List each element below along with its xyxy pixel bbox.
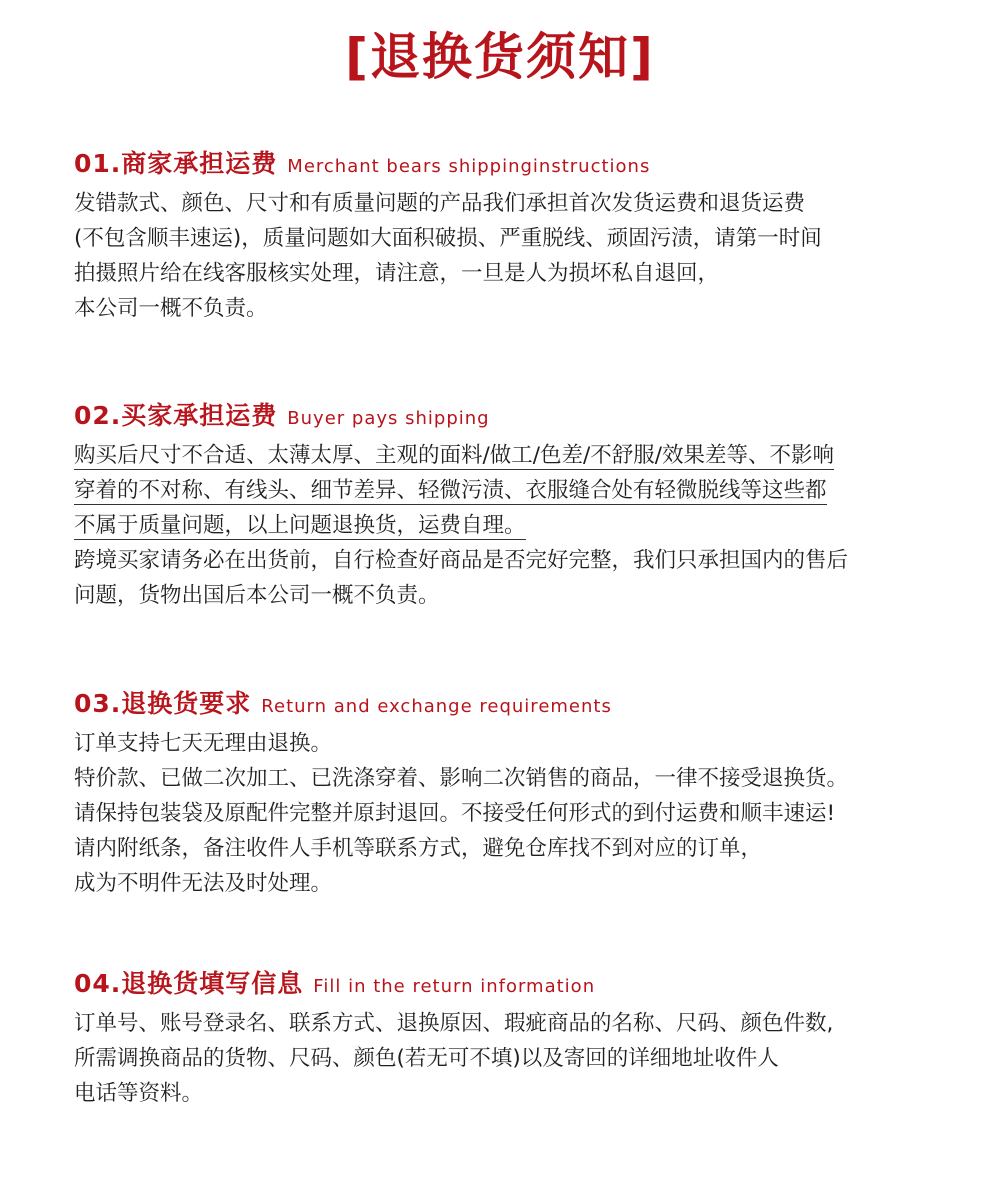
body-line: 本公司一概不负责。 (74, 296, 268, 321)
section-heading (74, 964, 944, 1004)
title-close-bracket: ] (630, 28, 655, 86)
body-line-underlined (74, 438, 944, 473)
body-line: 拍摄照片给在线客服核实处理，请注意，一旦是人为损坏私自退回， (74, 261, 720, 286)
section-heading-cn: 04.退换货填写信息 (74, 969, 304, 998)
section-heading (74, 144, 944, 184)
section-heading-en: Merchant bears shippinginstructions (287, 156, 651, 177)
body-line: 成为不明件无法及时处理。 (74, 871, 333, 896)
body-line: 发错款式、颜色、尺寸和有质量问题的产品我们承担首次发货运费和退货运费 (74, 191, 806, 216)
body-line: 电话等资料。 (74, 1081, 204, 1106)
section-merchant-bears-shipping (74, 144, 944, 326)
body-line: 订单号、账号登录名、联系方式、退换原因、瑕疵商品的名称、尺码、颜色件数, (74, 1011, 834, 1036)
body-line: 所需调换商品的货物、尺码、颜色(若无可不填)以及寄回的详细地址收件人 (74, 1046, 779, 1071)
body-line-underlined (74, 473, 944, 508)
body-line-text: 穿着的不对称、有线头、细节差异、轻微污渍、衣服缝合处有轻微脱线等这些都 (74, 478, 827, 503)
title-open-bracket: [ (345, 28, 370, 86)
section-body (74, 1006, 944, 1111)
body-line: (不包含顺丰速运)，质量问题如大面积破损、严重脱线、顽固污渍，请第一时间 (74, 226, 822, 251)
section-buyer-pays-shipping (74, 396, 944, 613)
section-heading-en: Fill in the return information (313, 976, 596, 997)
body-line: 跨境买家请务必在出货前，自行检查好商品是否完好完整，我们只承担国内的售后 (74, 548, 849, 573)
section-body (74, 726, 944, 901)
body-line-text: 不属于质量问题，以上问题退换货，运费自理。 (74, 513, 526, 538)
body-line: 请内附纸条，备注收件人手机等联系方式，避免仓库找不到对应的订单， (74, 836, 763, 861)
section-heading-cn: 02.买家承担运费 (74, 401, 278, 430)
title-text: 退换货须知 (370, 28, 630, 86)
section-heading-en: Buyer pays shipping (287, 408, 490, 429)
body-line: 请保持包装袋及原配件完整并原封退回。不接受任何形式的到付运费和顺丰速运! (74, 801, 836, 826)
body-line-text: 购买后尺寸不合适、太薄太厚、主观的面料/做工/色差/不舒服/效果差等、不影响 (74, 443, 834, 468)
page-title (0, 22, 1000, 92)
section-return-information (74, 964, 944, 1111)
body-line: 问题，货物出国后本公司一概不负责。 (74, 583, 440, 608)
section-body (74, 438, 944, 613)
section-heading-cn: 03.退换货要求 (74, 689, 252, 718)
section-heading-cn: 01.商家承担运费 (74, 149, 278, 178)
section-return-requirements (74, 684, 944, 901)
section-heading (74, 396, 944, 436)
body-line: 订单支持七天无理由退换。 (74, 731, 333, 756)
section-heading-en: Return and exchange requirements (261, 696, 612, 717)
section-body (74, 186, 944, 326)
body-line-underlined (74, 508, 944, 543)
section-heading (74, 684, 944, 724)
body-line: 特价款、已做二次加工、已洗涤穿着、影响二次销售的商品，一律不接受退换货。 (74, 766, 849, 791)
